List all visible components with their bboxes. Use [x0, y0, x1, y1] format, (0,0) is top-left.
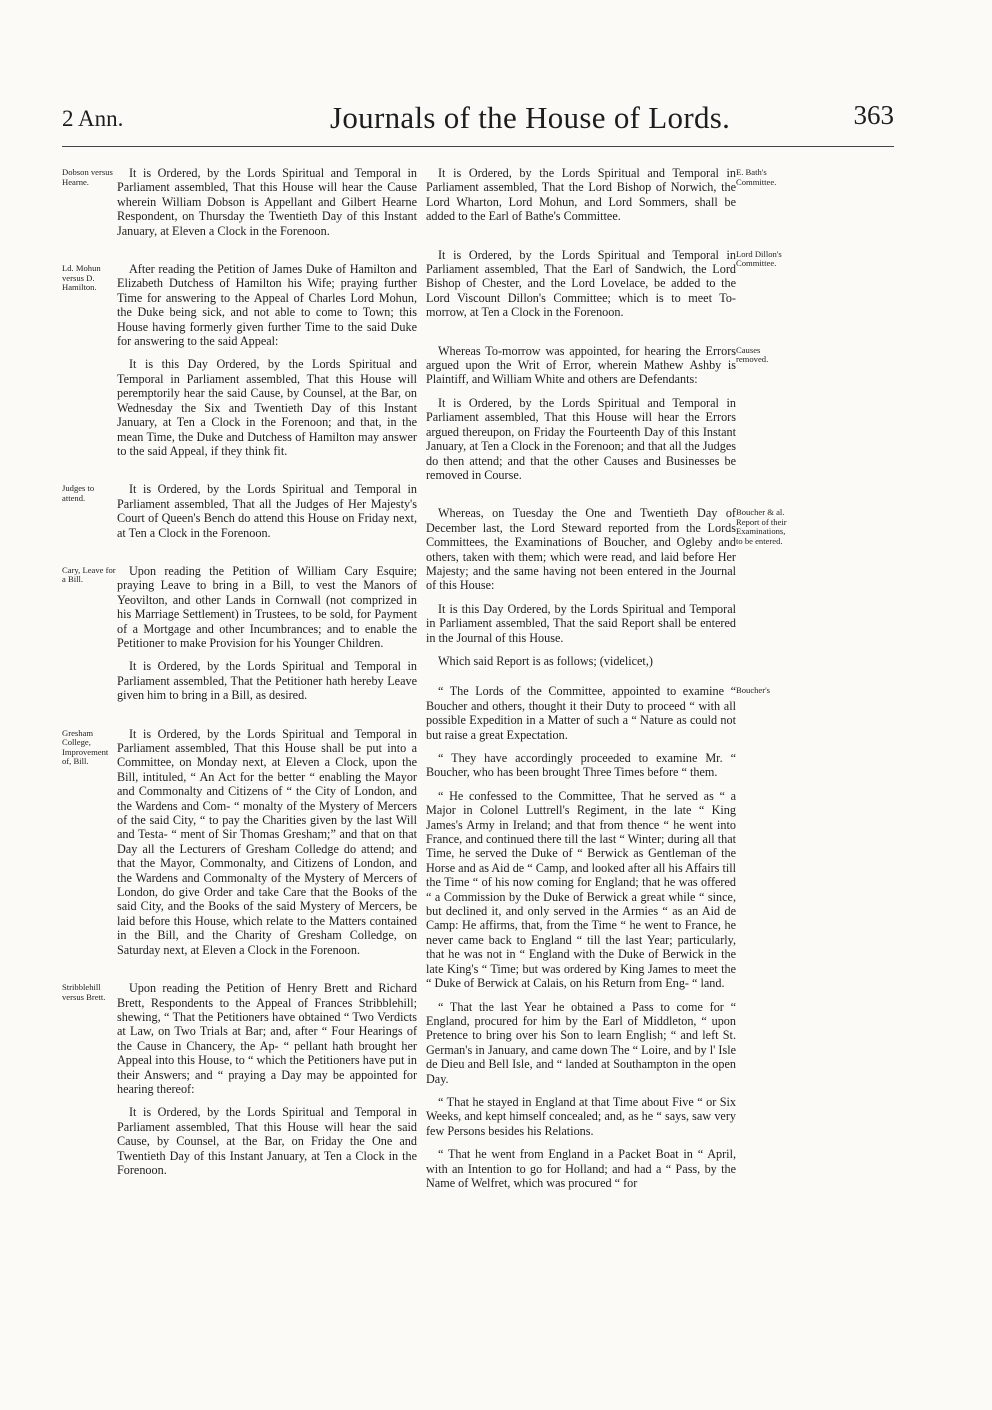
- entry-cary-bill: [117, 564, 417, 703]
- entry-mohun-hamilton: [117, 262, 417, 458]
- entry-paragraph: “ That the last Year he obtained a Pass to come for “ England, procured for him by the Earl of Middleton, “ upon Pretence to bring over his Son to learn English; “ and left St. German's in January, and came down The “ Loire, and by l' Isle de Dieu and Bell Isle, and “ landed at Southampton in the open Day.: [426, 999, 736, 1086]
- entry-paragraph: “ The Lords of the Committee, appointed to examine “ Boucher and others, thought it their Duty to proceed “ with all possible Expedition in a Matter of such a “ Nature as could not but raise a great Expectation.: [426, 684, 736, 742]
- margin-note: Dobson versus Hearne.: [62, 167, 113, 187]
- entry-paragraph: It is Ordered, by the Lords Spiritual and Temporal in Parliament assembled, That this House will hear the Cause wherein William Dobson is Appellant and Gilbert Hearne Respondent, on Thursday the Twentieth Day of this Instant January, at Eleven a Clock in the Forenoon.: [117, 166, 417, 238]
- left-column: [117, 166, 417, 1201]
- margin-note: Gresham College, Improvement of, Bill.: [62, 727, 109, 767]
- page-title: Journals of the House of Lords.: [330, 100, 731, 135]
- entry-paragraph: It is Ordered, by the Lords Spiritual and Temporal in Parliament assembled, That this House will hear the Errors argued thereupon, on Friday the Fourteenth Day of this Instant January, at Ten a Clock in the Forenoon; and that all the Judges do then attend; and that the other Causes and Businesses be removed in Course.: [426, 395, 736, 482]
- page-header: [62, 100, 894, 150]
- entry-paragraph: “ He confessed to the Committee, That he served as “ a Major in Colonel Luttrell's Regiment, in the late “ King James's Army in Ireland; and that from thence “ he went into France, and continued there till the last “ Winter; during all that Time, he served the Duke of “ Berwick as Gentleman of the Horse and as Aid de “ Camp, and looked after all his Affairs till the Time “ of his now coming for England; that he was offered “ a Commission by the Duke of Berwick a great while “ since, but declined it, and only served in the Armies “ as an Aid de Camp: He affirms, that, from the Time “ he went to France, he never came back to England “ till the last Year; particularly, that he was not in “ England with the Duke of Berwick in the late King's “ Time; but was ordered by King James to meet the “ Duke of Berwick at Calais, on his Return from Eng- “ land.: [426, 788, 736, 991]
- entry-dillon-committee: [426, 248, 736, 320]
- entry-paragraph: It is Ordered, by the Lords Spiritual and Temporal in Parliament assembled, That the Petitioner hath hereby Leave given him to bring in a Bill, as desired.: [117, 659, 417, 703]
- entry-paragraph: “ That he stayed in England at that Time about Five “ or Six Weeks, and kept himself concealed; and, as he “ says, saw very few Persons besides his Relations.: [426, 1094, 736, 1138]
- right-column: [426, 166, 736, 1214]
- margin-note: E. Bath's Committee.: [736, 167, 777, 187]
- entry-paragraph: Upon reading the Petition of William Cary Esquire; praying Leave to bring in a Bill, to vest the Manors of Yeovilton, and other Lands in Cornwall (not comprized in his Marriage Settlement) in Trustees, to be sold, for Payment of a Mortgage and other Incumbrances; and to enable the Petitioner to make Provision for his Younger Children.: [117, 563, 417, 650]
- margin-note: Cary, Leave for a Bill.: [62, 564, 116, 585]
- entry-paragraph: It is this Day Ordered, by the Lords Spiritual and Temporal in Parliament assembled, That the said Report shall be entered in the Journal of this House.: [426, 601, 736, 645]
- entry-boucher-examination: [426, 684, 736, 1190]
- entry-paragraph: “ They have accordingly proceeded to examine Mr. “ Boucher, who has been brought Three Times before “ them.: [426, 751, 736, 780]
- entry-paragraph: It is Ordered, by the Lords Spiritual and Temporal in Parliament assembled, That this House shall be put into a Committee, on Monday next, at Eleven a Clock, upon the Bill, intituled, “ An Act for the better “ enabling the Mayor and Commonalty and Citizens of “ the City of London, and the Wardens and Com- “ monalty of the Mystery of Mercers of the said City, “ to pay the Charities given by the last Will and Testa- “ ment of Sir Thomas Gresham;” and that on that Day all the Lecturers of Gresham Colledge do attend; and that the Mayor, Commonalty, and Citizens of London, and the Wardens and Commonalty of the Mystery of Mercers of London, do give Order and take Care that the Books of the said City, and the Books of the said Mystery of Mercers, be laid before this House, which relate to the Matters contained in the Bill, and the Charity of Gresham Colledge, on Saturday next, at Eleven a Clock in the Forenoon.: [117, 726, 417, 957]
- regnal-year: 2 Ann.: [62, 106, 124, 131]
- entry-paragraph: Whereas To-morrow was appointed, for hearing the Errors argued upon the Writ of Error, wherein Mathew Ashby is Plaintiff, and William White and others are Defendants:: [426, 343, 736, 387]
- entry-stribblehill-brett: [117, 981, 417, 1177]
- entry-boucher-report: [426, 506, 736, 668]
- margin-note: Judges to attend.: [62, 483, 95, 503]
- margin-note: Causes removed.: [736, 344, 769, 365]
- entry-paragraph: It is Ordered, by the Lords Spiritual and Temporal in Parliament assembled, That this House will hear the said Cause, by Counsel, at the Bar, on Friday the One and Twentieth Day of this Instant January, at Ten a Clock in the Forenoon.: [117, 1105, 417, 1177]
- entry-paragraph: After reading the Petition of James Duke of Hamilton and Elizabeth Dutchess of Hamilton his Wife; praying further Time for answering to the Appeal of Charles Lord Mohun, the Duke being sick, and not able to come to Town; this House having formerly given further Time to the said Duke for answering to the said Appeal:: [117, 262, 417, 349]
- header-rule: [62, 146, 894, 147]
- entry-paragraph: It is Ordered, by the Lords Spiritual and Temporal in Parliament assembled, That the Earl of Sandwich, the Lord Bishop of Chester, and the Lord Lovelace, be added to the Lord Viscount Dillon's Committee; which is to meet To-morrow, at Ten a Clock in the Forenoon.: [426, 247, 736, 320]
- entry-paragraph: It is Ordered, by the Lords Spiritual and Temporal in Parliament assembled, That the Lord Bishop of Norwich, the Lord Wharton, Lord Mohun, and Lord Sommers, shall be added to the Earl of Bathe's Committee.: [426, 166, 736, 224]
- margin-note: Boucher & al. Report of their Examinations, to be entered.: [736, 507, 787, 546]
- entry-paragraph: It is this Day Ordered, by the Lords Spiritual and Temporal in Parliament assembled, That this House will peremptorily hear the said Cause, by Counsel, at the Bar, on Wednesday the Six and Twentieth Day of this Instant January, at Ten a Clock in the Forenoon; and that, in the mean Time, the Duke and Dutchess of Hamilton may answer to the said Appeal, if they think fit.: [117, 357, 417, 458]
- entry-dobson-hearne: [117, 166, 417, 238]
- margin-note: Boucher's: [736, 685, 771, 696]
- margin-note: Lord Dillon's Committee.: [736, 248, 782, 269]
- entry-bath-committee: [426, 166, 736, 224]
- entry-causes-removed: [426, 344, 736, 483]
- entry-paragraph: “ That he went from England in a Packet Boat in “ April, with an Intention to go for Holland; and had a “ Pass, by the Name of Welfret, which was procured “ for: [426, 1147, 736, 1190]
- entry-paragraph: Whereas, on Tuesday the One and Twentieth Day of December last, the Lord Steward reported from the Lords Committees, the Examinations of Boucher, and Ogleby and others, taken with them; which were read, and laid before Her Majesty; and the same having not been entered in the Journal of this House:: [426, 506, 736, 593]
- margin-note: Ld. Mohun versus D. Hamilton.: [62, 263, 101, 293]
- page-number: 363: [853, 100, 894, 130]
- entry-paragraph: Which said Report is as follows; (videlicet,): [438, 653, 653, 668]
- margin-note: Stribblehill versus Brett.: [62, 982, 106, 1002]
- entry-paragraph: Upon reading the Petition of Henry Brett and Richard Brett, Respondents to the Appeal of Frances Stribblehill; shewing, “ That the Petitioners have obtained “ Two Verdicts at Law, on Two Trials at Bar; and, after “ Four Hearings of the Cause in Chancery, the Ap- “ pellant hath brought her Appeal into this House, to “ which the Petitioners have put in their Answers; and “ praying a Day may be appointed for hearing thereof:: [117, 981, 417, 1096]
- entry-gresham-college: [117, 727, 417, 958]
- entry-judges-attend: [117, 482, 417, 540]
- entry-paragraph: It is Ordered, by the Lords Spiritual and Temporal in Parliament assembled, That all the Judges of Her Majesty's Court of Queen's Bench do attend this House on Friday next, at Ten a Clock in the Forenoon.: [117, 482, 417, 540]
